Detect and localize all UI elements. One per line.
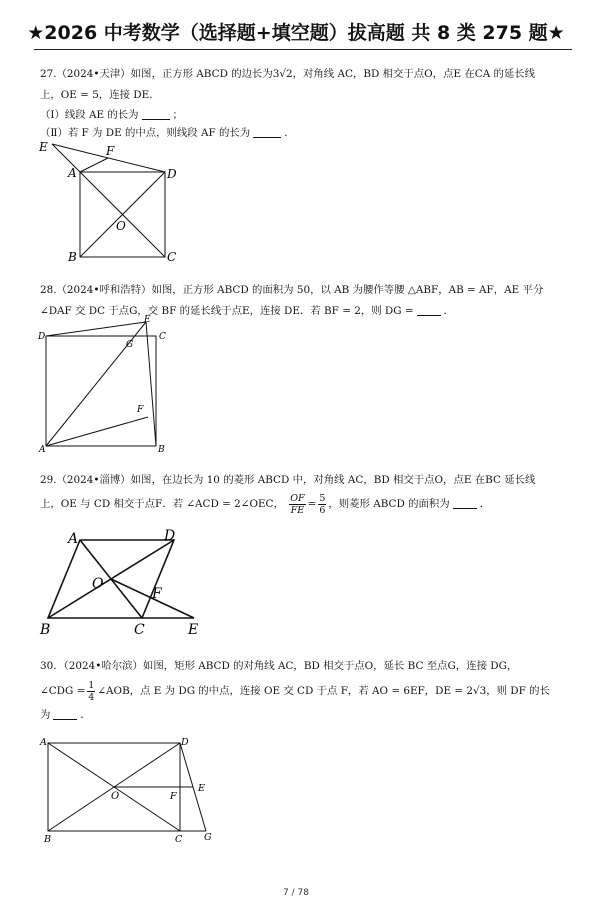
fig27-label-F: F [106, 144, 115, 158]
problem-28-line-2-end: ． [443, 305, 454, 317]
fraction-one-quarter [87, 680, 95, 703]
problem-29-line-1: 29.（2024•淄博）如图，在边长为 10 的菱形 ABCD 中，对角线 AC，BD 相交于点O，点E 在BC 延长线 [40, 474, 536, 486]
fig29-label-A: A [68, 531, 79, 547]
fig30-label-A: A [40, 737, 47, 748]
fig29-label-D: D [164, 528, 176, 544]
problem-27-line-1: 27.（2024•天津）如图，正方形 ABCD 的边长为3√2，对角线 AC，BD 相交于点O，点E 在CA 的延长线 [40, 68, 536, 80]
answer-blank-27-1[interactable] [142, 107, 170, 120]
problem-30 [40, 656, 574, 726]
problem-30-line-3-text: 为 [40, 709, 51, 721]
fraction-five-sixths-num: 5 [319, 492, 326, 504]
problem-27-part-2-end: ． [284, 127, 295, 139]
header-rule [34, 49, 572, 50]
fig30-label-O: O [111, 791, 120, 802]
fig27-label-O: O [116, 219, 126, 233]
fig29-label-E: E [188, 622, 199, 638]
fig30-label-E: E [198, 783, 205, 794]
problem-27 [40, 64, 574, 142]
page-number: 7 / 78 [283, 888, 309, 898]
fig28-label-D: D [38, 332, 46, 342]
fraction-one-quarter-num: 1 [88, 679, 95, 691]
answer-blank-30[interactable] [53, 707, 77, 720]
fig30-label-G: G [204, 832, 212, 843]
figure-30 [36, 733, 226, 845]
fig29-label-B: B [40, 622, 51, 638]
fraction-of-fe-den: FE [290, 504, 305, 516]
fig28-label-G: G [126, 340, 134, 350]
fig29-label-F: F [152, 586, 162, 602]
answer-blank-27-2[interactable] [253, 125, 281, 138]
fraction-one-quarter-den: 4 [88, 691, 95, 703]
problem-27-part-1-text: （Ⅰ）线段 AE 的长为 [40, 109, 139, 121]
problem-29-line-2 [40, 491, 574, 517]
fig28-label-F: F [137, 405, 144, 415]
page-header-title: ★2026 中考数学（选择题+填空题）拔高题 共 8 类 275 题★ [27, 22, 565, 44]
problem-30-line-2 [40, 677, 574, 705]
fig27-label-D: D [167, 167, 177, 181]
figure-28 [36, 312, 176, 456]
figure-29 [34, 526, 214, 642]
problem-29-line-2-text: 上，OE 与 CD 相交于点F．若 ∠ACD = 2∠OEC， [40, 498, 284, 510]
fig29-label-C: C [134, 622, 145, 638]
problem-30-line-3-end: ． [80, 709, 91, 721]
fraction-of-fe [289, 493, 305, 516]
fig30-label-F: F [170, 791, 177, 802]
problem-29-equals: = [307, 498, 317, 510]
fraction-five-sixths-den: 6 [319, 504, 326, 516]
answer-blank-29[interactable] [453, 496, 477, 509]
problem-30-line-3 [40, 705, 574, 726]
problem-28-line-2-text: ∠DAF 交 DC 于点G，交 BF 的延长线于点E，连接 DE．若 BF = 2，则 DG = [40, 305, 414, 317]
fig28-label-E: E [144, 315, 151, 325]
fraction-of-fe-num: OF [290, 492, 305, 504]
fig30-label-B: B [44, 834, 51, 845]
problem-27-part-1-end: ； [172, 109, 183, 121]
answer-blank-28[interactable] [417, 303, 441, 316]
fig28-label-A: A [39, 445, 46, 455]
problem-29-line-2-end: ． [479, 498, 491, 510]
fig29-label-O: O [92, 576, 104, 592]
fig30-label-D: D [181, 737, 189, 748]
problem-30-line-2-text-b: ∠AOB，点 E 为 DG 的中点，连接 OE 交 CD 于点 F，若 AO = 6EF，DE = 2√3，则 DF 的长 [97, 685, 550, 697]
fig28-label-B: B [158, 445, 165, 455]
fig27-label-A: A [68, 166, 77, 180]
fraction-five-sixths [318, 493, 326, 516]
problem-27-part-1 [40, 106, 574, 124]
fig27-label-B: B [68, 250, 77, 264]
fig27-label-E: E [39, 140, 48, 154]
problem-28-line-1: 28.（2024•呼和浩特）如图，正方形 ABCD 的面积为 50，以 AB 为腰作等腰 △ABF，AB = AF，AE 平分 [40, 284, 544, 296]
problem-30-line-2-text: ∠CDG = [40, 685, 86, 697]
problem-27-line-2: 上，OE = 5，连接 DE． [40, 89, 160, 101]
problem-29 [40, 470, 574, 517]
fig27-label-C: C [167, 250, 177, 264]
problem-30-line-1: 30．（2024•哈尔滨）如图，矩形 ABCD 的对角线 AC，BD 相交于点O，延长 BC 至点G，连接 DG， [40, 660, 518, 672]
fig30-label-C: C [175, 834, 183, 845]
problem-29-line-2-text-b: ，则菱形 ABCD 的面积为 [328, 498, 450, 510]
fig28-label-C: C [159, 332, 166, 342]
figure-27 [30, 138, 190, 264]
problem-27-part-2-text: （Ⅱ）若 F 为 DE 的中点，则线段 AF 的长为 [40, 127, 251, 139]
